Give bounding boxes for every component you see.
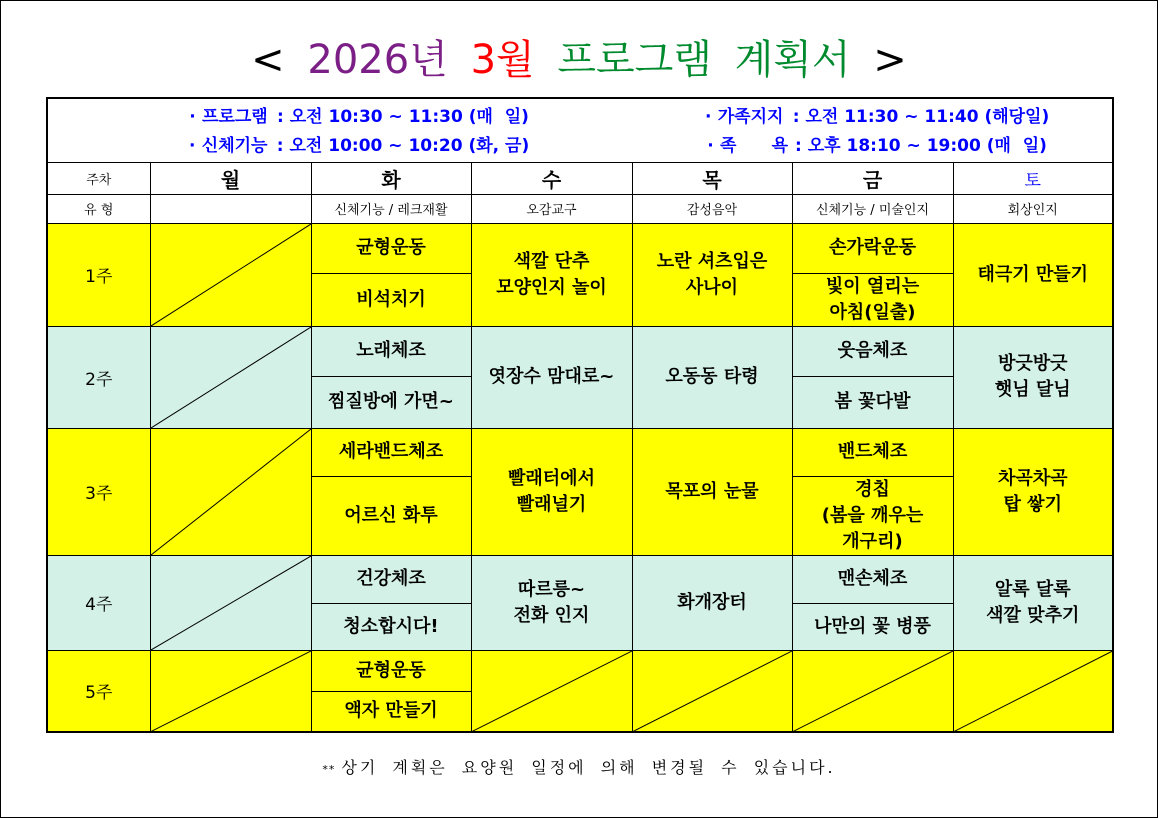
- week-5-tue-activity-2: 액자 만들기: [311, 691, 471, 732]
- week-2-fri-activity-2: 봄 꽃다발: [792, 376, 953, 428]
- header-sat: 토: [953, 162, 1113, 194]
- type-tue: 신체기능 / 레크재활: [311, 194, 471, 223]
- diagonal-line: [151, 429, 311, 555]
- week-4-tue-activity-1: 건강체조: [311, 555, 471, 603]
- week-4-fri-activity-2: 나만의 꽃 병풍: [792, 603, 953, 650]
- info-label: 가족지지: [717, 106, 784, 127]
- type-thu: 감성음악: [632, 194, 792, 223]
- week-2-label: 2주: [47, 326, 150, 428]
- week-5-tue-activity-1: 균형운동: [311, 650, 471, 691]
- week-1-wed-activity: 색깔 단추 모양인지 놀이: [471, 223, 632, 326]
- title-month: 3월: [470, 37, 535, 83]
- week-2-thu-activity: 오동동 타령: [632, 326, 792, 428]
- type-wed: 오감교구: [471, 194, 632, 223]
- week-3-thu-activity: 목포의 눈물: [632, 428, 792, 555]
- type-fri: 신체기능 / 미술인지: [792, 194, 953, 223]
- title-open-bracket: <: [251, 37, 285, 83]
- info-value: : 오후 18:10 ~ 19:00 (매 일): [795, 135, 1047, 156]
- page-title: [0, 34, 1158, 86]
- week-1-tue-activity-1: 균형운동: [311, 223, 471, 273]
- footer-note: [0, 756, 1158, 780]
- info-value: : 오전 11:30 ~ 11:40 (해당일): [792, 106, 1050, 127]
- week-3-fri-activity-2: 경칩 (봄을 깨우는 개구리): [792, 476, 953, 555]
- week-1-label: 1주: [47, 223, 150, 326]
- footer-note-mark: **: [322, 763, 336, 776]
- info-label: 신체기능: [201, 135, 268, 156]
- week-2-sat-activity: 방긋방긋 햇님 달님: [953, 326, 1113, 428]
- week-2-tue-activity-2: 찜질방에 가면~: [311, 376, 471, 428]
- diagonal-line: [151, 224, 311, 326]
- week-5-sat-empty: [953, 650, 1113, 732]
- info-right-column: [636, 103, 1112, 161]
- info-left-column: [76, 103, 636, 161]
- info-label: 족 욕: [720, 135, 789, 156]
- week-3-label: 3주: [47, 428, 150, 555]
- bullet: ·: [189, 106, 196, 127]
- bullet: ·: [189, 135, 196, 156]
- title-close-bracket: >: [873, 37, 907, 83]
- week-4-thu-activity: 화개장터: [632, 555, 792, 650]
- week-4-fri-activity-1: 맨손체조: [792, 555, 953, 603]
- diagonal-line: [954, 651, 1113, 732]
- diagonal-line: [151, 651, 311, 732]
- program-schedule-table: [46, 97, 1114, 733]
- diagonal-line: [633, 651, 792, 732]
- week-2-tue-activity-1: 노래체조: [311, 326, 471, 376]
- info-line-footbath: [636, 132, 1112, 161]
- week-5-label: 5주: [47, 650, 150, 732]
- diagonal-line: [472, 651, 632, 732]
- info-line-physical: [76, 132, 636, 161]
- week-3-tue-activity-2: 어르신 화투: [311, 476, 471, 555]
- week-3-sat-activity: 차곡차곡 탑 쌓기: [953, 428, 1113, 555]
- header-thu: 목: [632, 162, 792, 194]
- type-mon-empty: [150, 194, 311, 223]
- week-3-mon-empty: [150, 428, 311, 555]
- schedule-info-cell: [47, 98, 1113, 162]
- week-5-wed-empty: [471, 650, 632, 732]
- bullet: ·: [705, 106, 712, 127]
- week-1-sat-activity: 태극기 만들기: [953, 223, 1113, 326]
- diagonal-line: [793, 651, 953, 732]
- week-4-label: 4주: [47, 555, 150, 650]
- week-3-wed-activity: 빨래터에서 빨래널기: [471, 428, 632, 555]
- diagonal-line: [151, 556, 311, 650]
- week-3-tue-activity-1: 세라밴드체조: [311, 428, 471, 476]
- week-1-thu-activity: 노란 셔츠입은 사나이: [632, 223, 792, 326]
- diagonal-line: [151, 327, 311, 428]
- week-4-tue-activity-2: 청소합시다!: [311, 603, 471, 650]
- type-sat: 회상인지: [953, 194, 1113, 223]
- title-year: 2026년: [307, 37, 448, 83]
- week-5-mon-empty: [150, 650, 311, 732]
- week-4-wed-activity: 따르릉~ 전화 인지: [471, 555, 632, 650]
- week-1-fri-activity-2: 빛이 열리는 아침(일출): [792, 273, 953, 326]
- bullet: ·: [707, 135, 714, 156]
- week-1-tue-activity-2: 비석치기: [311, 273, 471, 326]
- header-mon: 월: [150, 162, 311, 194]
- info-line-family: [636, 103, 1112, 132]
- week-2-wed-activity: 엿장수 맘대로~: [471, 326, 632, 428]
- info-value: : 오전 10:30 ~ 11:30 (매 일): [277, 106, 529, 127]
- week-1-fri-activity-1: 손가락운동: [792, 223, 953, 273]
- week-3-fri-activity-1: 밴드체조: [792, 428, 953, 476]
- week-2-fri-activity-1: 웃음체조: [792, 326, 953, 376]
- week-4-mon-empty: [150, 555, 311, 650]
- footer-note-text: 상기 계획은 요양원 일정에 의해 변경될 수 있습니다.: [341, 758, 836, 777]
- week-4-sat-activity: 알록 달록 색깔 맞추기: [953, 555, 1113, 650]
- info-label: 프로그램: [202, 106, 268, 127]
- week-5-thu-empty: [632, 650, 792, 732]
- title-name: 프로그램 계획서: [557, 37, 851, 83]
- info-value: : 오전 10:00 ~ 10:20 (화, 금): [276, 135, 530, 156]
- header-tue: 화: [311, 162, 471, 194]
- type-label: 유 형: [47, 194, 150, 223]
- header-week: 주차: [47, 162, 150, 194]
- header-fri: 금: [792, 162, 953, 194]
- info-line-program: [76, 103, 636, 132]
- week-5-fri-empty: [792, 650, 953, 732]
- week-1-mon-empty: [150, 223, 311, 326]
- header-wed: 수: [471, 162, 632, 194]
- week-2-mon-empty: [150, 326, 311, 428]
